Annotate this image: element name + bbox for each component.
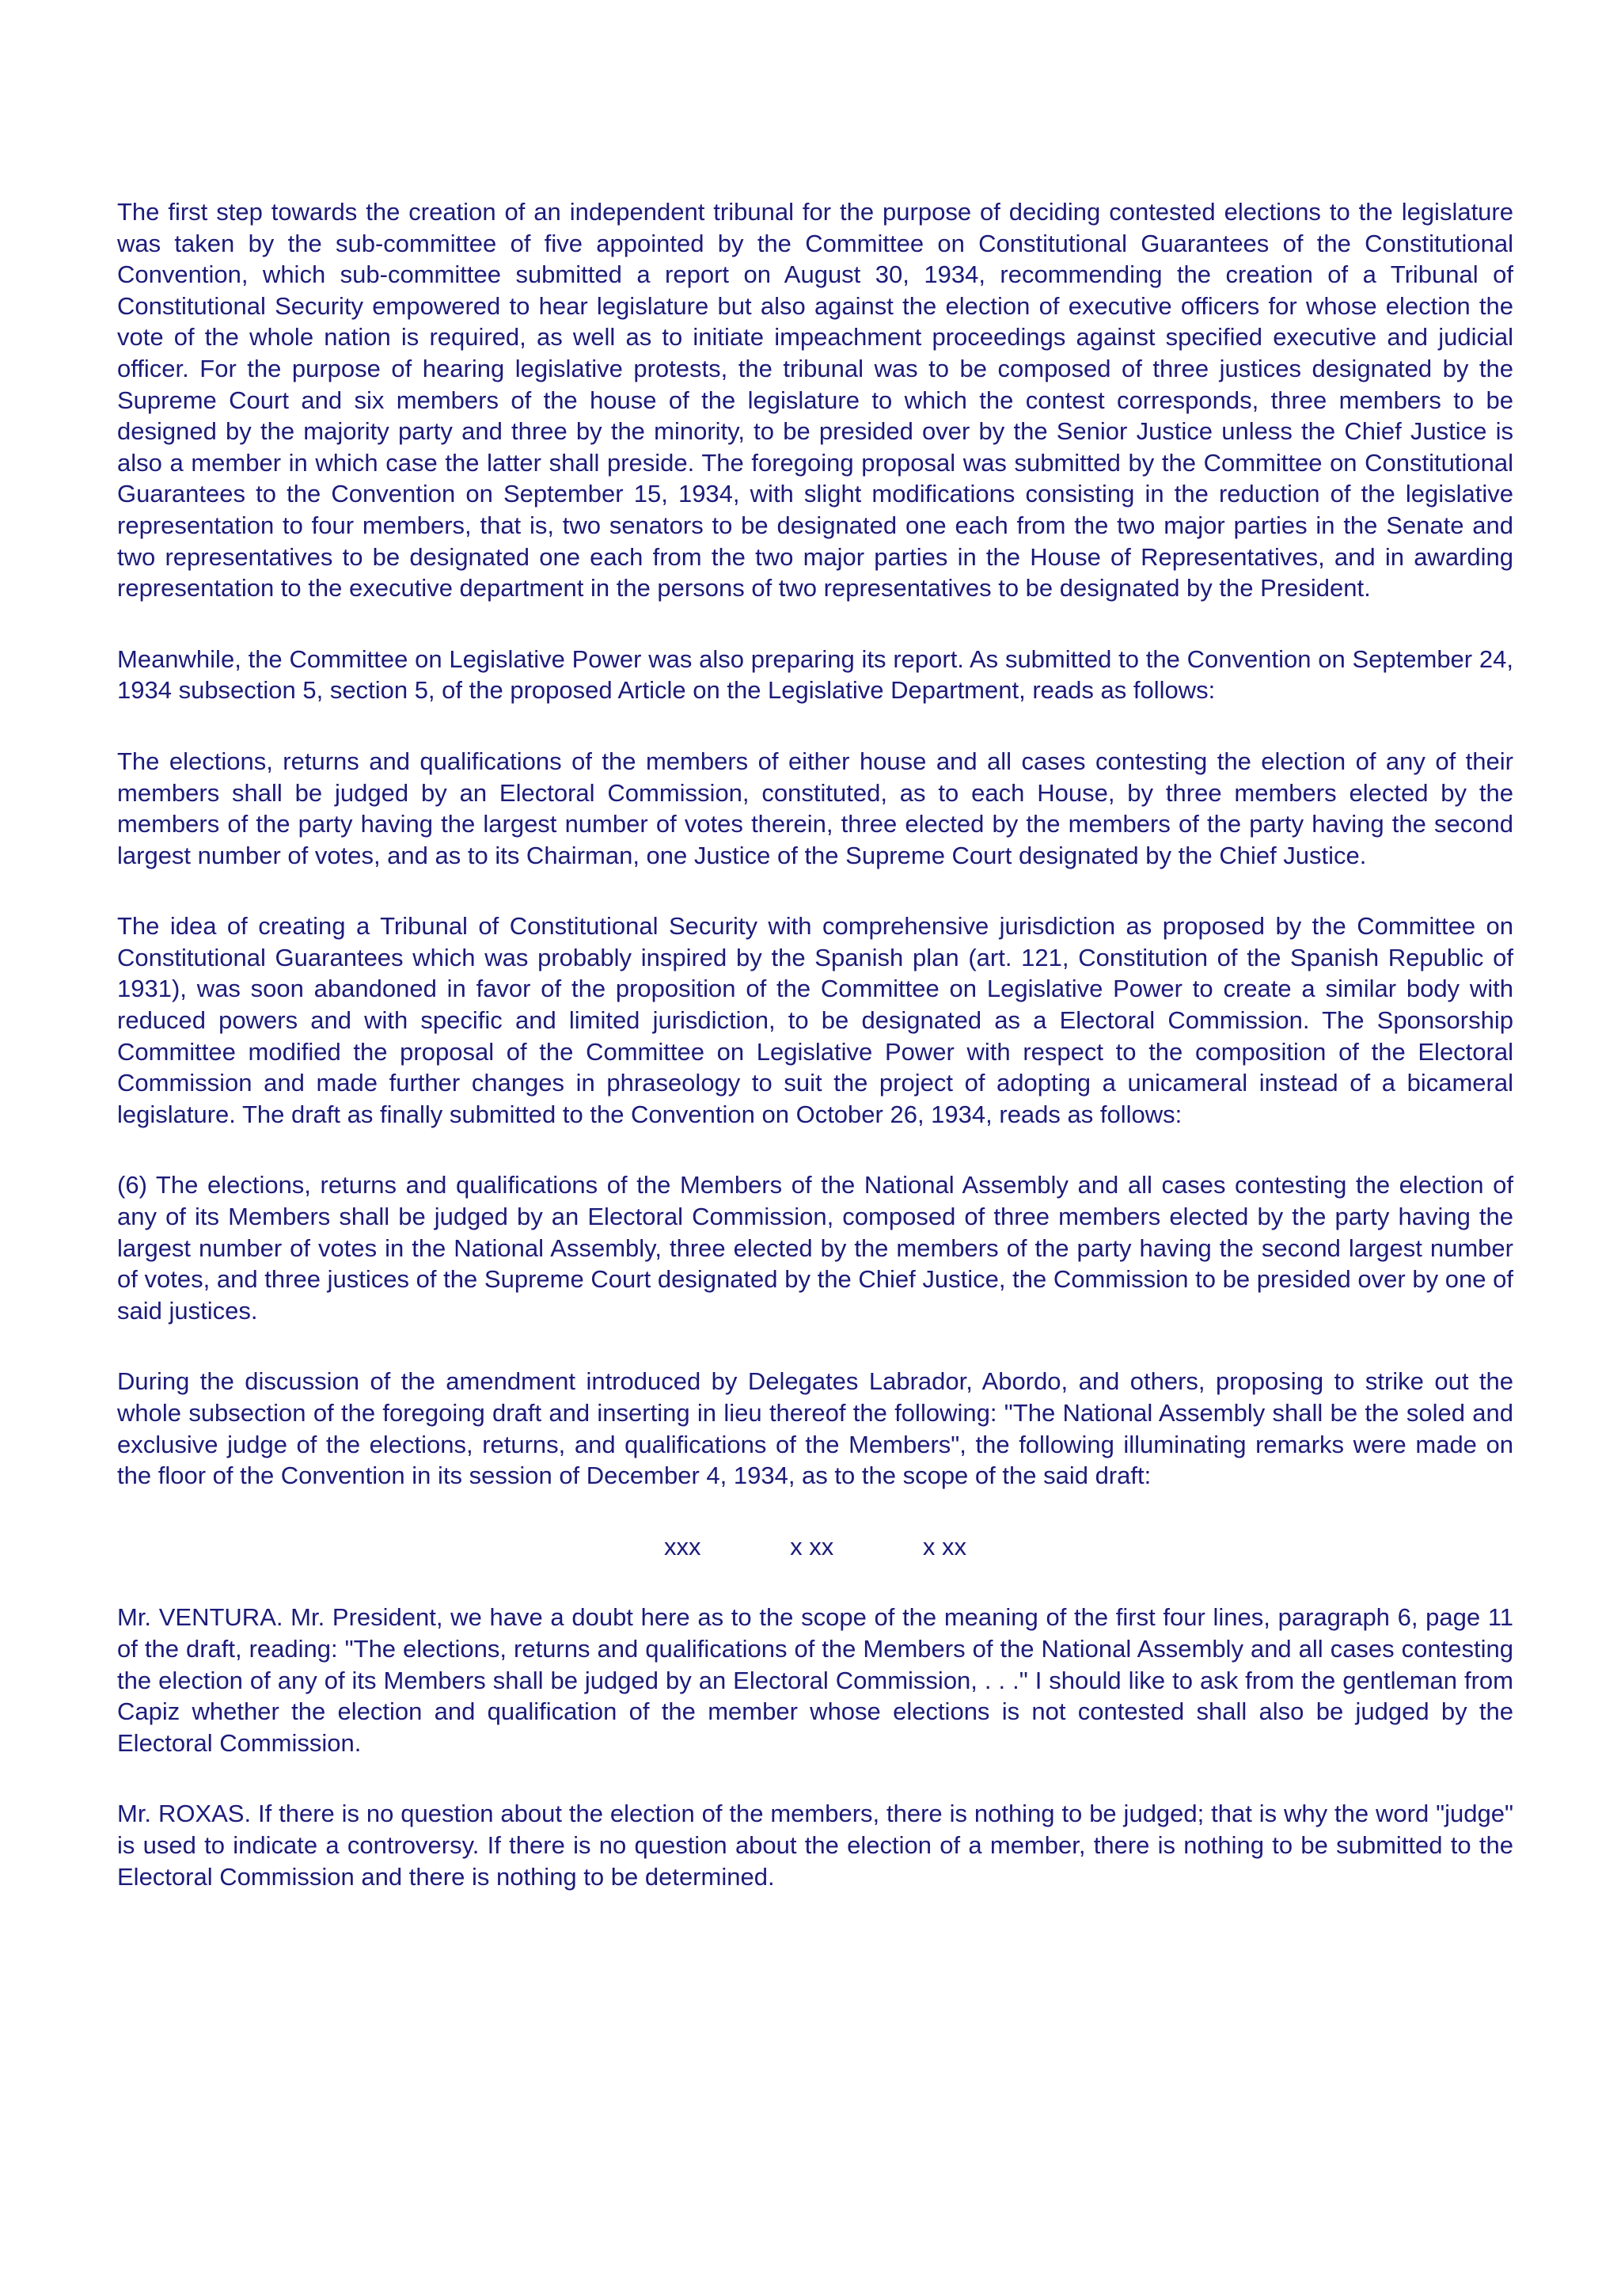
- separator-mark: x xx: [790, 1532, 834, 1560]
- paragraph-subsection-five-quote: The elections, returns and qualifications of the members of either house and all cases contesting the election of any of their members shall be judged by an Electoral Commission, constituted, as to each House, by three members elected by the members of the party having the largest number of votes therein, three elected by the members of the party having the second largest number of votes, and as to its Chairman, one Justice of the Supreme Court designated by the Chief Justice.: [117, 747, 1513, 869]
- paragraph-legislative-power-report: Meanwhile, the Committee on Legislative Power was also preparing its report. As submitted to the Convention on September 24, 1934 subsection 5, section 5, of the proposed Article on the Legislative Department, reads as follows:: [117, 644, 1513, 705]
- paragraph-ventura-question: Mr. VENTURA. Mr. President, we have a doubt here as to the scope of the meaning of the first four lines, paragraph 6, page 11 of the draft, reading: "The elections, returns and qualifications of the Members of the National Assembly and all cases contesting the election of any of its Members shall be judged by an Electoral Commission, . . ." I should like to ask from the gentleman from Capiz whether the election and qualification of the member whose elections is not contested shall also be judged by the Electoral Commission.: [117, 1603, 1513, 1757]
- paragraph-roxas-answer: Mr. ROXAS. If there is no question about the election of the members, there is nothing to be judged; that is why the word "judge" is used to indicate a controversy. If there is no question about the election of a member, there is nothing to be submitted to the Electoral Commission and there is nothing to be determined.: [117, 1800, 1513, 1891]
- separator-mark: x xx: [922, 1532, 966, 1560]
- paragraph-draft-six-quote: (6) The elections, returns and qualifications of the Members of the National Assembly and all cases contesting the election of any of its Members shall be judged by an Electoral Commission, composed of three members elected by the party having the largest number of votes in the National Assembly, three elected by the members of the party having the second largest number of votes, and three justices of the Supreme Court designated by the Chief Justice, the Commission to be presided over by one of said justices.: [117, 1171, 1513, 1325]
- omission-separator: [117, 1531, 1513, 1563]
- paragraph-amendment-discussion: During the discussion of the amendment introduced by Delegates Labrador, Abordo, and others, proposing to strike out the whole subsection of the foregoing draft and inserting in lieu thereof the following: "The National Assembly shall be the soled and exclusive judge of the elections, returns, and qualifications of the Members", the following illuminating remarks were made on the floor of the Convention in its session of December 4, 1934, as to the scope of the said draft:: [117, 1367, 1513, 1490]
- separator-mark: xxx: [664, 1532, 701, 1560]
- paragraph-tribunal-origin: The first step towards the creation of an independent tribunal for the purpose of deciding contested elections to the legislature was taken by the sub-committee of five appointed by the Committee on Constitutional Guarantees of the Constitutional Convention, which sub-committee submitted a report on August 30, 1934, recommending the creation of a Tribunal of Constitutional Security empowered to hear legislature but also against the election of executive officers for whose election the vote of the whole nation is required, as well as to initiate impeachment proceedings against specified executive and judicial officer. For the purpose of hearing legislative protests, the tribunal was to be composed of three justices designated by the Supreme Court and six members of the house of the legislature to which the contest corresponds, three members to be designed by the majority party and three by the minority, to be presided over by the Senior Justice unless the Chief Justice is also a member in which case the latter shall preside. The foregoing proposal was submitted by the Committee on Constitutional Guarantees to the Convention on September 15, 1934, with slight modifications consisting in the reduction of the legislative representation to four members, that is, two senators to be designated one each from the two major parties in the Senate and two representatives to be designated one each from the two major parties in the House of Representatives, and in awarding representation to the executive department in the persons of two representatives to be designated by the President.: [117, 198, 1513, 603]
- paragraph-tribunal-abandoned: The idea of creating a Tribunal of Constitutional Security with comprehensive jurisdiction as proposed by the Committee on Constitutional Guarantees which was probably inspired by the Spanish plan (art. 121, Constitution of the Spanish Republic of 1931), was soon abandoned in favor of the proposition of the Committee on Legislative Power to create a similar body with reduced powers and with specific and limited jurisdiction, to be designated as a Electoral Commission. The Sponsorship Committee modified the proposal of the Committee on Legislative Power with respect to the composition of the Electoral Commission and made further changes in phraseology to suit the project of adopting a unicameral instead of a bicameral legislature. The draft as finally submitted to the Convention on October 26, 1934, reads as follows:: [117, 912, 1513, 1128]
- document-page: [117, 196, 1513, 1932]
